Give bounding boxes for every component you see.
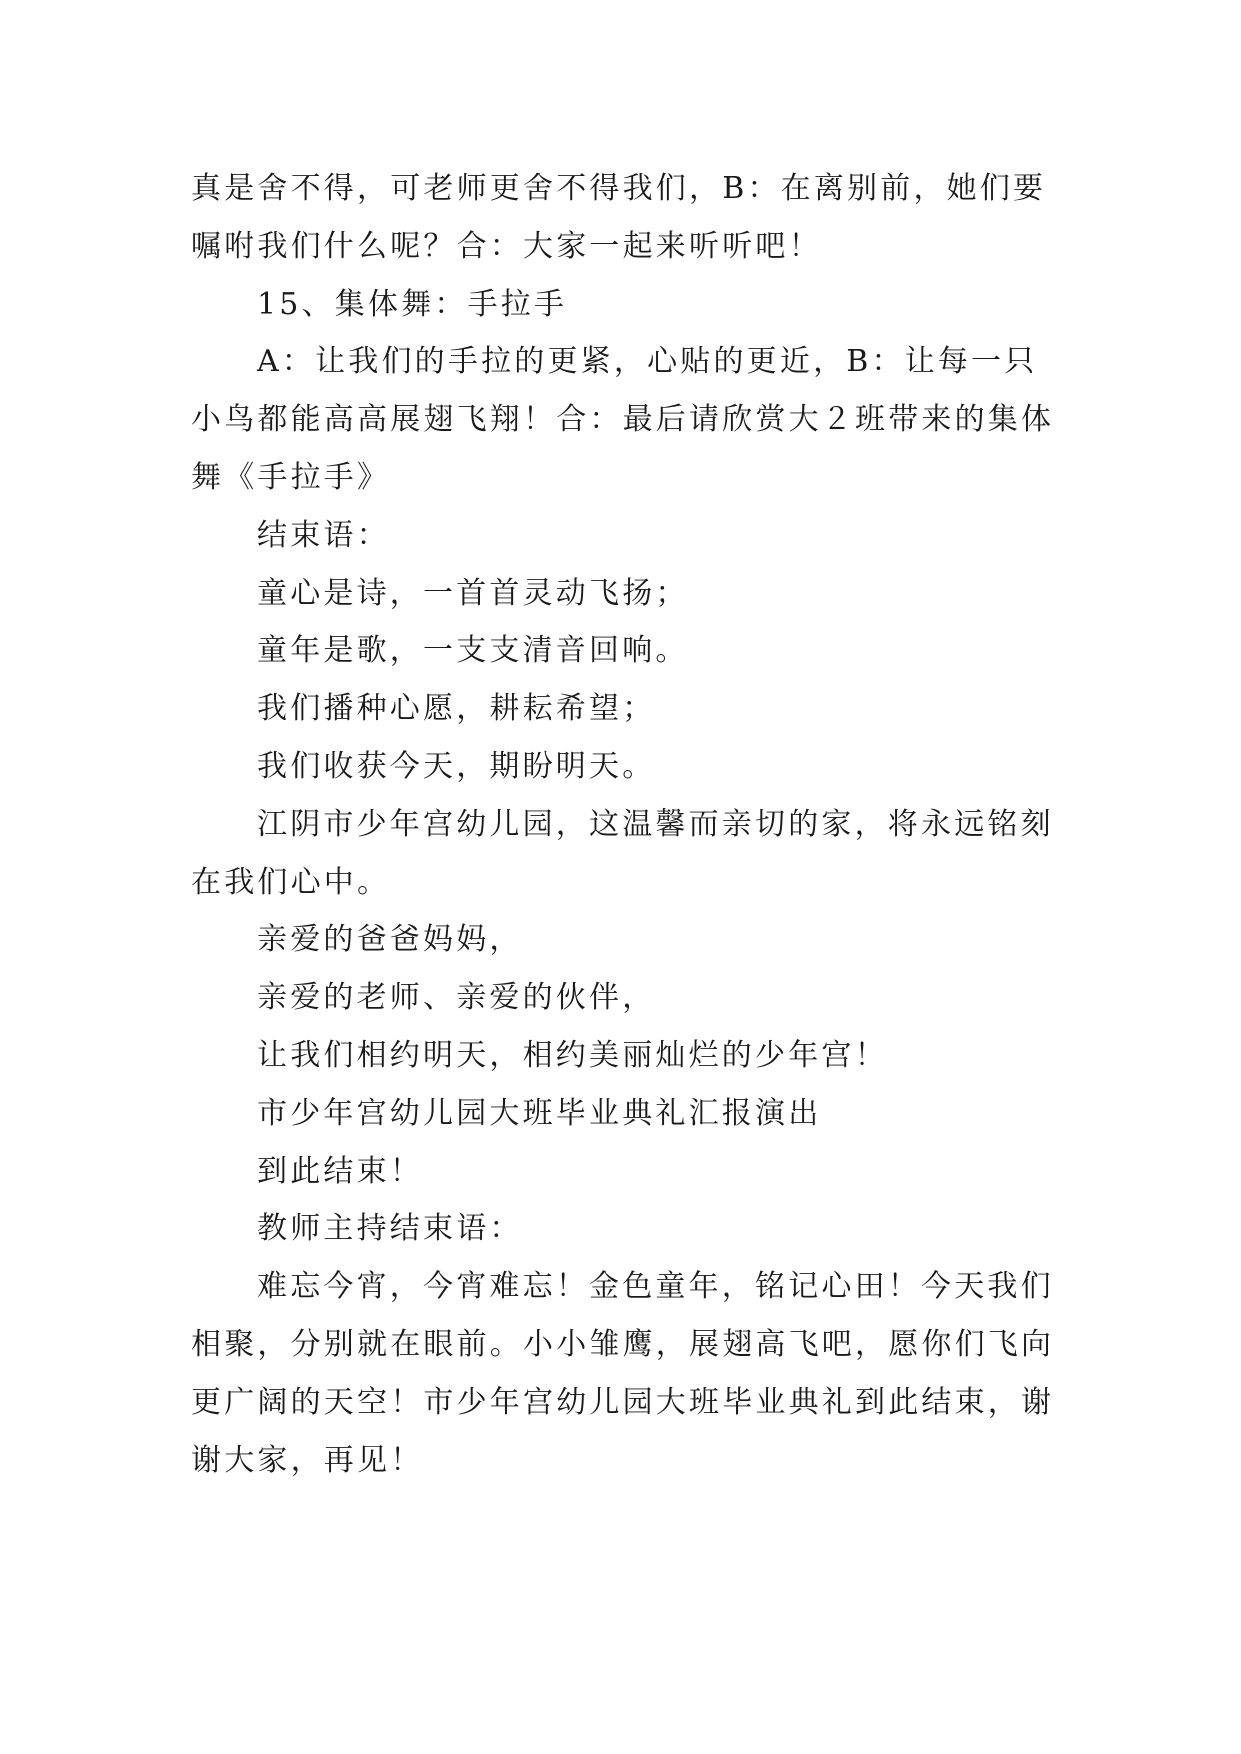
teacher-closing-heading: 教师主持结束语： [257,1211,523,1247]
line-meet-tomorrow: 让我们相约明天，相约美丽灿烂的少年宫！ [257,1037,888,1073]
document-body [191,160,1057,1489]
poem-line-2: 童年是歌，一支支清音回响。 [257,633,689,669]
paragraph-group-dance-intro: A：让我们的手拉的更紧，心贴的更近，B：让每一只小鸟都能高高展翅飞翔！合：最后请欣赏大２班带来的集体舞《手拉手》 [191,344,1055,495]
address-teachers: 亲爱的老师、亲爱的伙伴， [257,980,656,1016]
line-end: 到此结束！ [257,1153,423,1189]
paragraph-farewell-intro: 真是舍不得，可老师更舍不得我们，B：在离别前，她们要嘱咐我们什么呢？合：大家一起来听听吧！ [191,171,1047,264]
line-performance: 市少年宫幼儿园大班毕业典礼汇报演出 [257,1095,822,1131]
paragraph-teacher-closing: 难忘今宵，今宵难忘！金色童年，铭记心田！今天我们相聚，分别就在眼前。小小雏鹰，展翅高飞吧，愿你们飞向更广阔的天空！市少年宫幼儿园大班毕业典礼到此结束，谢谢大家，再见！ [191,1269,1055,1478]
poem-line-3: 我们播种心愿，耕耘希望； [257,691,656,727]
program-item-15: 15、集体舞：手拉手 [257,286,568,322]
poem-line-1: 童心是诗，一首首灵动飞扬； [257,575,689,611]
paragraph-kindergarten: 江阴市少年宫幼儿园，这温馨而亲切的家，将永远铭刻在我们心中。 [191,806,1054,900]
poem-line-4: 我们收获今天，期盼明天。 [257,748,656,784]
closing-heading: 结束语： [257,517,390,553]
address-parents: 亲爱的爸爸妈妈， [257,922,523,958]
